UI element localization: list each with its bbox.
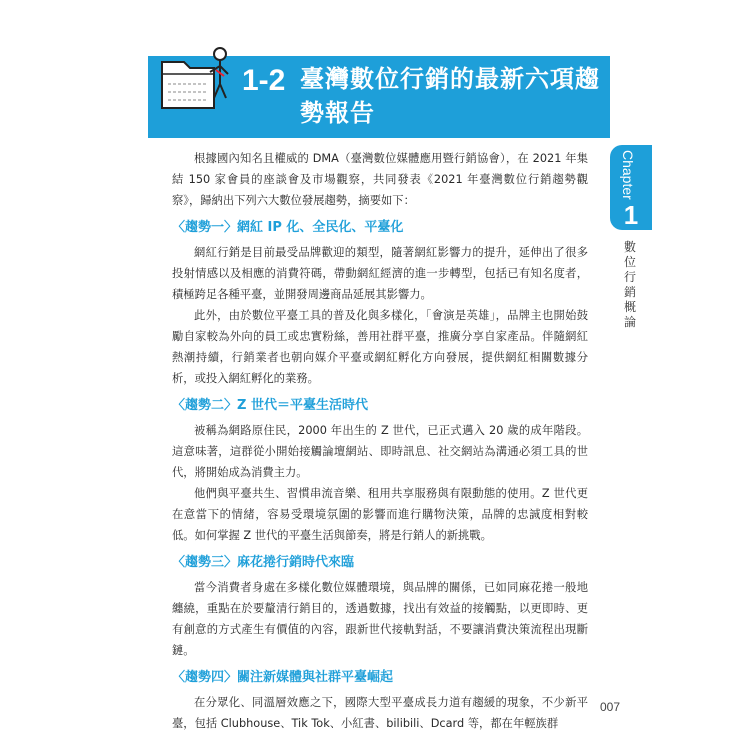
folder-character-icon: [152, 40, 230, 112]
body-content: [172, 148, 588, 734]
trend-4-heading: 〈趨勢四〉關注新媒體與社群平臺崛起: [172, 670, 394, 685]
trend-2-paragraph-1: 被稱為網路原住民，2000 年出生的 Z 世代，已正式邁入 20 歲的成年階段。這意味著，這群從小開始接觸論壇網站、即時訊息、社交網站為溝通必須工具的世代，將開始成為消費主力。: [172, 424, 588, 479]
page-number: 007: [600, 700, 621, 714]
chapter-number: 1: [623, 200, 639, 230]
intro-paragraph: 根據國內知名且權威的 DMA（臺灣數位媒體應用暨行銷協會），在 2021 年集結 150 家會員的座談會及市場觀察，共同發表《2021 年臺灣數位行銷趨勢觀察》，歸納出下列六大數位發展趨勢，摘要如下：: [172, 152, 588, 207]
chapter-label: Chapter: [620, 150, 636, 200]
trend-1-heading: 〈趨勢一〉網紅 IP 化、全民化、平臺化: [172, 220, 404, 235]
trend-3-paragraph-1: 當今消費者身處在多樣化數位媒體環境，與品牌的關係，已如同麻花捲一般地纏繞，重點在於要釐清行銷目的，透過數據，找出有效益的接觸點，以更即時、更有創意的方式產生有價值的內容，跟新世代接軌對話，不要讓消費決策流程出現斷鏈。: [172, 581, 588, 657]
section-title: 臺灣數位行銷的最新六項趨勢報告: [300, 65, 600, 127]
chapter-title: 數位行銷概論: [624, 240, 637, 329]
trend-2-heading: 〈趨勢二〉Z 世代＝平臺生活時代: [172, 398, 368, 413]
trend-1-paragraph-2: 此外，由於數位平臺工具的普及化與多樣化，「會演是英雄」，品牌主也開始鼓勵自家較為外向的員工或忠實粉絲，善用社群平臺，推廣分享自家產品。伴隨網紅熱潮持續，行銷業者也朝向媒介平臺或網紅孵化方向發展，提供網紅相關數據分析，或投入網紅孵化的業務。: [172, 309, 588, 385]
trend-3-heading: 〈趨勢三〉麻花捲行銷時代來臨: [172, 555, 355, 570]
trend-2-paragraph-2: 他們與平臺共生、習慣串流音樂、租用共享服務與有限動態的使用。Z 世代更在意當下的情緒，容易受環境氛圍的影響而進行購物決策，品牌的忠誠度相對較低。如何掌握 Z 世代的平臺生活與節奏，將是行銷人的新挑戰。: [172, 487, 588, 542]
trend-4-paragraph-1: 在分眾化、同溫層效應之下，國際大型平臺成長力道有趨緩的現象，不少新平臺，包括 Clubhouse、Tik Tok、小紅書、bilibili、Dcard 等，都在年輕族群: [172, 696, 588, 730]
section-number: 1-2: [242, 64, 286, 97]
trend-1-paragraph-1: 網紅行銷是目前最受品牌歡迎的類型，隨著網紅影響力的提升，延伸出了很多投射情感以及相應的消費符碼，帶動網紅經濟的進一步轉型，包括已有知名度者，積極跨足各種平臺，並開發周邊商品延展其影響力。: [172, 246, 588, 301]
